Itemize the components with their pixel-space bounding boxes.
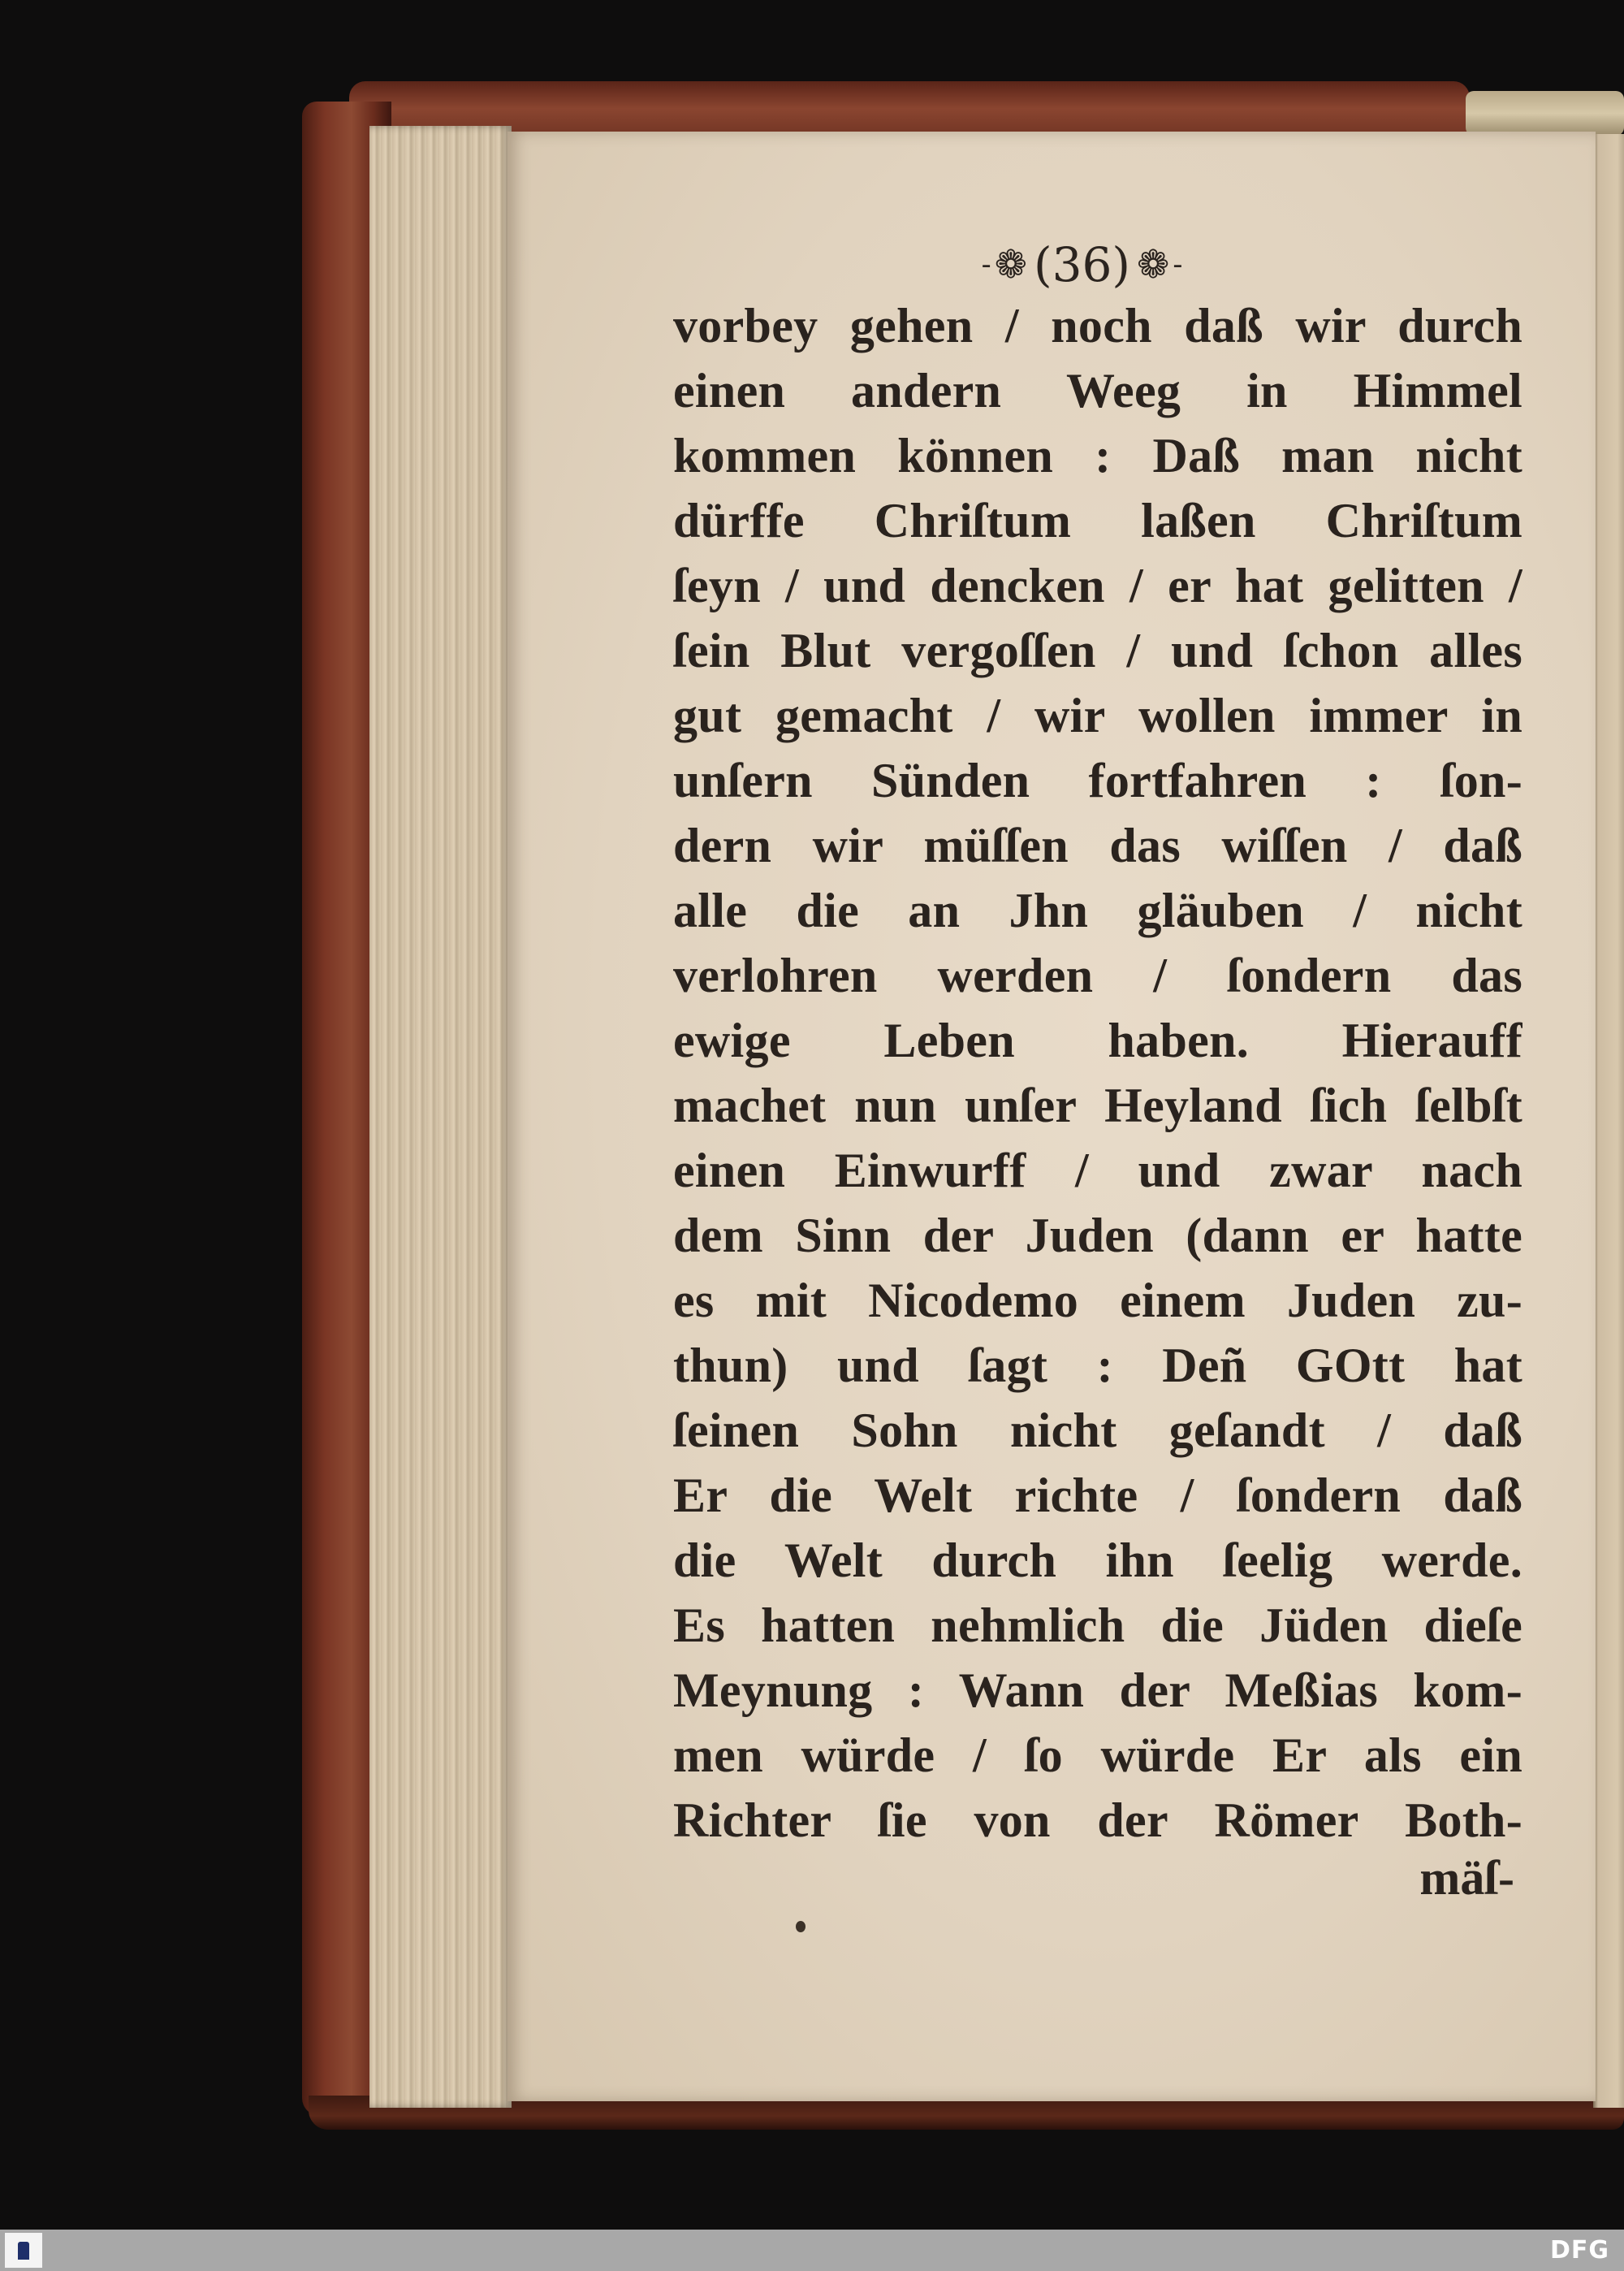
page-header xyxy=(926,234,1237,296)
text-line: dürffe Chriſtum laßen Chriſtum xyxy=(673,494,1522,547)
text-line: unſern Sünden fortfahren : ſon- xyxy=(673,754,1522,807)
catchword: mäſ- xyxy=(1419,1851,1514,1905)
text-line: vorbey gehen / noch daß wir durch xyxy=(673,299,1522,353)
text-line: Er die Welt richte / ſondern daß xyxy=(673,1469,1522,1522)
text-line: alle die an Jhn gläuben / nicht xyxy=(673,884,1522,937)
text-line: Es hatten nehmlich die Jüden dieſe xyxy=(673,1598,1522,1652)
text-line: es mit Nicodemo einem Juden zu- xyxy=(673,1274,1522,1327)
page-number: (36) xyxy=(1033,237,1131,292)
dfg-logo: DFG xyxy=(1549,2236,1609,2265)
binding-string xyxy=(1466,91,1624,136)
paper-speck xyxy=(796,1921,806,1932)
text-line: ſein Blut vergoſſen / und ſchon alles xyxy=(673,624,1522,677)
text-line: thun) und ſagt : Deñ GOtt hat xyxy=(673,1339,1522,1392)
text-line: verlohren werden / ſondern das xyxy=(673,949,1522,1002)
text-line: dern wir müſſen das wiſſen / daß xyxy=(673,819,1522,872)
text-line: dem Sinn der Juden (dann er hatte xyxy=(673,1209,1522,1262)
text-line: ſeyn / und dencken / er hat gelitten / xyxy=(673,559,1522,612)
text-line: einen andern Weeg in Himmel xyxy=(673,364,1522,417)
text-line: Meynung : Wann der Meßias kom- xyxy=(673,1663,1522,1717)
floral-ornament-left-icon: ❁ xyxy=(994,242,1027,288)
header-rule-right: - xyxy=(1173,249,1183,281)
text-line: einen Einwurff / und zwar nach xyxy=(673,1144,1522,1197)
floral-ornament-right-icon: ❁ xyxy=(1137,242,1170,288)
text-line: gut gemacht / wir wollen immer in xyxy=(673,689,1522,742)
text-line: kommen können : Daß man nicht xyxy=(673,429,1522,482)
page-block-edges xyxy=(369,126,512,2108)
text-line: machet nun unſer Heyland ſich ſelbſt xyxy=(673,1079,1522,1132)
library-logo-mark xyxy=(18,2242,29,2260)
text-line: ewige Leben haben. Hierauff xyxy=(673,1014,1522,1067)
text-line: Richter ſie von der Römer Both- xyxy=(673,1793,1522,1847)
text-line: die Welt durch ihn ſeelig werde. xyxy=(673,1533,1522,1587)
library-logo-icon xyxy=(5,2233,42,2268)
viewer-footer-bar xyxy=(0,2230,1624,2271)
header-rule-left: - xyxy=(981,249,991,281)
text-line: ſeinen Sohn nicht geſandt / daß xyxy=(673,1404,1522,1457)
facing-page-edge xyxy=(1593,134,1624,2108)
page-text-block xyxy=(673,293,1522,1853)
text-line: men würde / ſo würde Er als ein xyxy=(673,1728,1522,1782)
